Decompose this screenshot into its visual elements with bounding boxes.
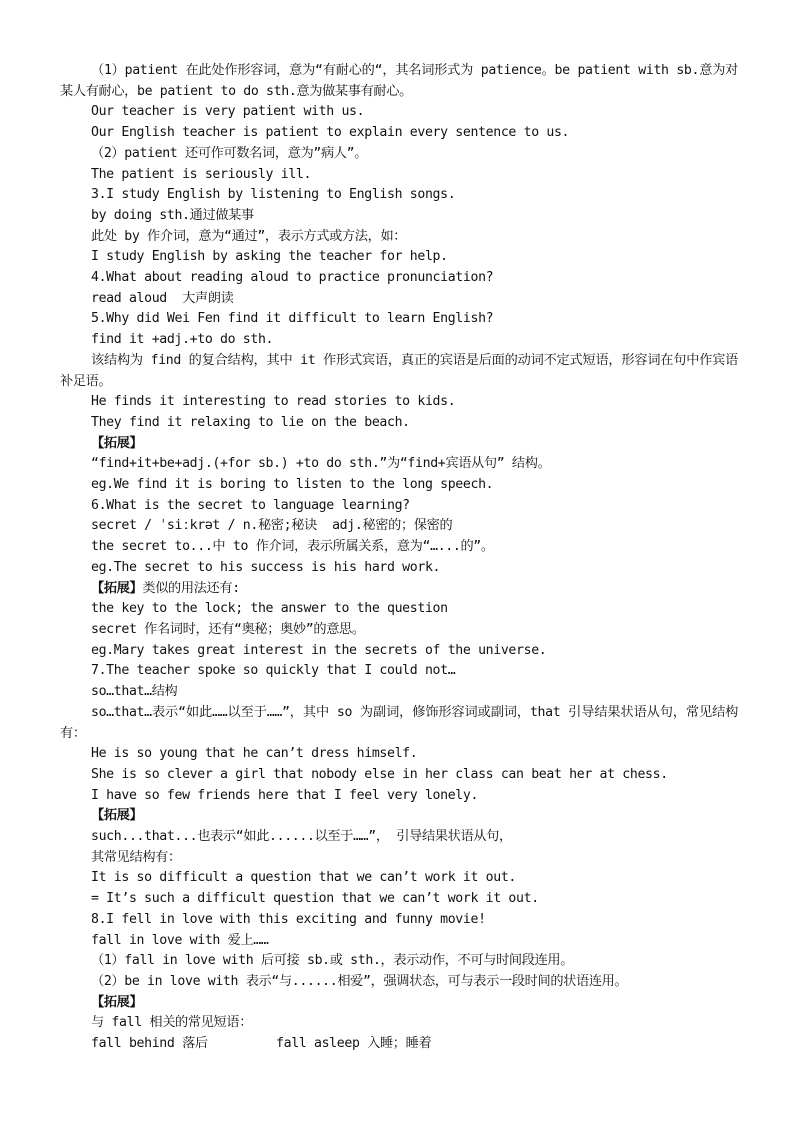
text-line: （2）patient 还可作可数名词，意为”病人”。 bbox=[91, 145, 368, 161]
text-line: She is so clever a girl that nobody else in her class can beat her at chess. bbox=[91, 766, 668, 782]
text-line: 7.The teacher spoke so quickly that I could not… bbox=[91, 663, 456, 679]
text-line: find it +adj.+to do sth. bbox=[91, 332, 274, 348]
text-line: eg.Mary takes great interest in the secrets of the universe. bbox=[91, 642, 547, 658]
text-line: 【拓展】 bbox=[91, 808, 143, 824]
text-line: 【拓展】 bbox=[91, 435, 143, 451]
text-line: secret / ˈsiːkrət / n.秘密;秘诀 adj.秘密的；保密的 bbox=[91, 518, 453, 534]
text-line: so…that…表示“如此……以至于……”，其中 so 为副词，修饰形容词或副词，that 引导结果状语从句，常见结构有： bbox=[60, 704, 738, 741]
section-marker: 【拓展】 bbox=[91, 580, 143, 596]
text-line: 3.I study English by listening to English songs. bbox=[91, 187, 456, 203]
text-line: （1）patient 在此处作形容词，意为“有耐心的“，其名词形式为 patience。be patient with sb.意为对某人有耐心，be patient to do sth.意为做某事有耐心。 bbox=[60, 63, 738, 99]
text-line: read aloud 大声朗读 bbox=[91, 290, 234, 306]
text-line: It is so difficult a question that we can’t work it out. bbox=[91, 870, 517, 886]
text-line: They find it relaxing to lie on the beach. bbox=[91, 414, 410, 430]
text-line: Our teacher is very patient with us. bbox=[91, 104, 365, 120]
text-line: 【拓展】 bbox=[91, 994, 143, 1010]
text-line: the key to the lock; the answer to the question bbox=[91, 601, 448, 617]
text-line: “find+it+be+adj.(+for sb.) +to do sth.”为“find+宾语从句” 结构。 bbox=[91, 456, 551, 472]
text-line-rest: 类似的用法还有: bbox=[142, 580, 240, 596]
text-line: 6.What is the secret to language learning? bbox=[91, 497, 410, 513]
text-line: so…that…结构 bbox=[91, 684, 178, 700]
document-page bbox=[60, 61, 738, 1055]
text-line bbox=[60, 579, 738, 600]
text-line: by doing sth.通过做某事 bbox=[91, 207, 254, 223]
text-line: fall behind 落后 fall asleep 入睡；睡着 bbox=[91, 1036, 432, 1052]
text-line: I have so few friends here that I feel very lonely. bbox=[91, 787, 479, 803]
text-line: I study English by asking the teacher for help. bbox=[91, 249, 448, 265]
text-line: The patient is seriously ill. bbox=[91, 166, 312, 182]
text-line: Our English teacher is patient to explain every sentence to us. bbox=[91, 125, 570, 141]
text-line: He is so young that he can’t dress himself. bbox=[91, 746, 418, 762]
text-line: eg.We find it is boring to listen to the long speech. bbox=[91, 477, 494, 493]
text-line: 8.I fell in love with this exciting and funny movie! bbox=[91, 911, 486, 927]
text-line: 5.Why did Wei Fen find it difficult to learn English? bbox=[91, 311, 494, 327]
text-line: He finds it interesting to read stories to kids. bbox=[91, 394, 456, 410]
text-line: the secret to...中 to 作介词，表示所属关系，意为“…...的”。 bbox=[91, 539, 494, 555]
text-line: （1）fall in love with 后可接 sb.或 sth.，表示动作，不可与时间段连用。 bbox=[91, 953, 574, 969]
text-line: 其常见结构有： bbox=[91, 849, 181, 865]
text-line: such...that...也表示“如此......以至于……”， 引导结果状语从句， bbox=[91, 829, 512, 845]
text-line: = It’s such a difficult question that we can’t work it out. bbox=[91, 891, 539, 907]
text-line: 该结构为 find 的复合结构，其中 it 作形式宾语，真正的宾语是后面的动词不定式短语，形容词在句中作宾语补足语。 bbox=[60, 352, 738, 389]
text-line: eg.The secret to his success is his hard work. bbox=[91, 559, 441, 575]
text-line: secret 作名词时，还有“奥秘；奥妙”的意思。 bbox=[91, 621, 365, 637]
text-line: （2）be in love with 表示“与......相爱”，强调状态，可与表示一段时间的状语连用。 bbox=[91, 973, 628, 989]
text-line: 与 fall 相关的常见短语： bbox=[91, 1015, 253, 1031]
text-line: 此处 by 作介词，意为“通过”，表示方式或方法，如： bbox=[91, 228, 407, 244]
text-line: fall in love with 爱上…… bbox=[91, 932, 269, 948]
text-line: 4.What about reading aloud to practice pronunciation? bbox=[91, 270, 494, 286]
